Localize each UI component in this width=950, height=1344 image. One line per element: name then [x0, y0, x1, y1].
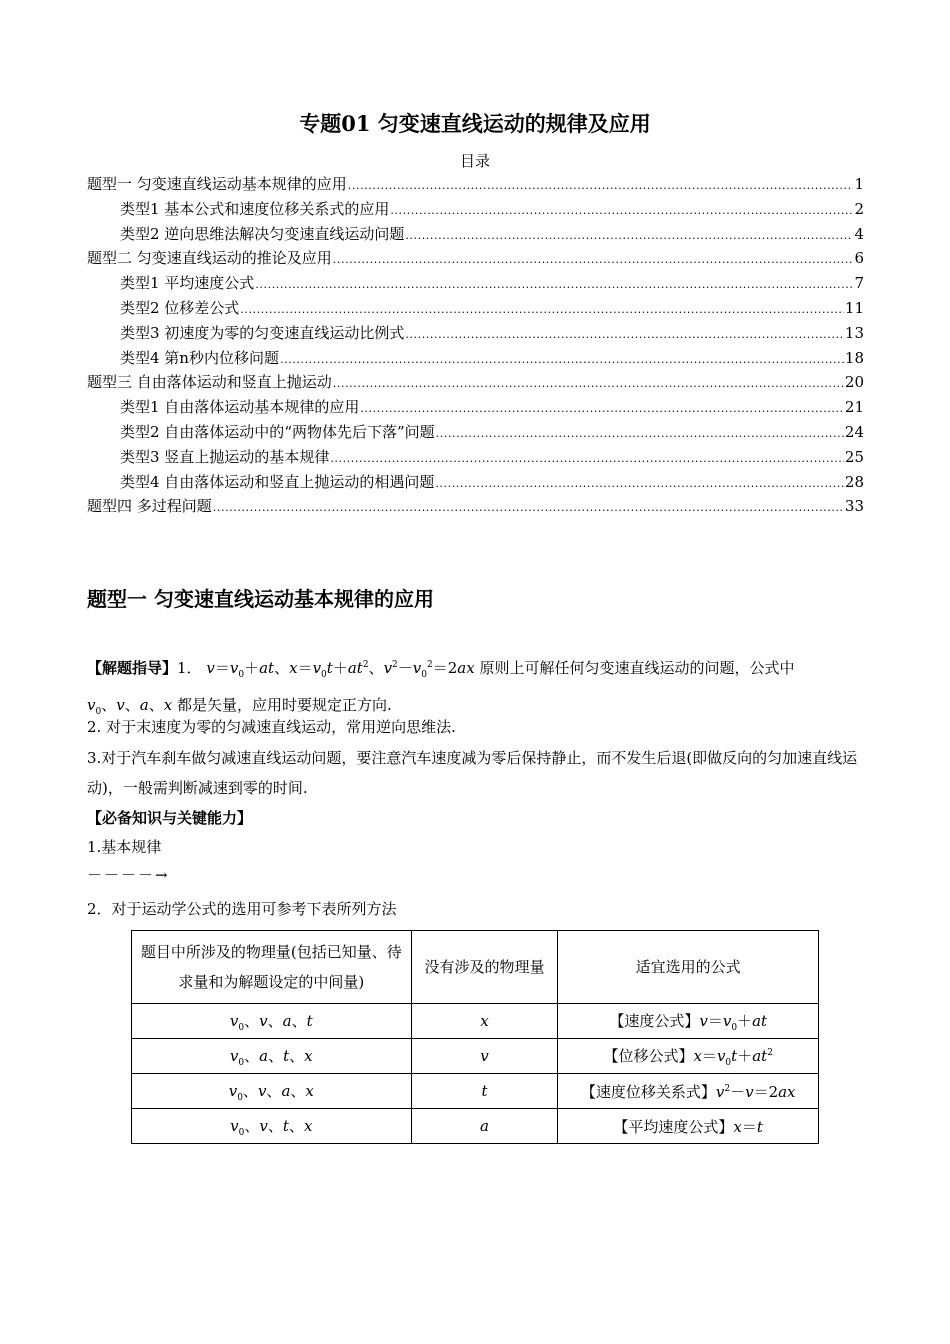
- guide-p1-vectors-tail: 都是矢量，应用时要规定正方向.: [176, 696, 392, 714]
- toc-page: 25: [844, 447, 864, 466]
- formula-cell: 【速度公式】$v=v_0+at$: [558, 1004, 819, 1039]
- formula-label: 【速度公式】: [609, 1011, 700, 1030]
- formula-label: 【速度位移关系式】: [580, 1082, 716, 1101]
- involved-quantities-cell: $v_0$、a、t、x: [132, 1039, 412, 1074]
- missing-quantity-cell: a: [411, 1109, 558, 1144]
- guide-p1-tail: 原则上可解任何匀变速直线运动的问题，公式中: [479, 659, 795, 677]
- guide-p1-num: 1．: [177, 659, 202, 677]
- toc-label: 类型4 第n秒内位移问题: [120, 348, 279, 367]
- involved-quantities-cell: $v_0$、v、a、x: [132, 1074, 412, 1109]
- toc-leader: [330, 448, 844, 466]
- toc-leader: [348, 175, 854, 193]
- toc-page: 6: [854, 249, 864, 268]
- table-header-cell: 题目中所涉及的物理量(包括已知量、待求量和为解题设定的中间量): [132, 931, 412, 1004]
- page-title: 专题01 匀变速直线运动的规律及应用: [299, 111, 651, 136]
- toc-entry[interactable]: [87, 247, 864, 272]
- toc-entry[interactable]: [87, 495, 864, 520]
- toc-heading: 目录: [459, 152, 490, 170]
- toc-label: 类型2 自由落体运动中的“两物体先后下落”问题: [120, 422, 435, 441]
- table-header-cell: 没有涉及的物理量: [411, 931, 558, 1004]
- toc-entry[interactable]: [87, 272, 864, 297]
- toc-page: 21: [844, 398, 864, 417]
- guide-paragraph-3: 3.对于汽车刹车做匀减速直线运动问题，要注意汽车速度减为零后保持静止，而不发生后退(即做反向的匀加速直线运动)，一般需判断减速到零的时间.: [87, 749, 858, 797]
- toc-label: 类型4 自由落体运动和竖直上抛运动的相遇问题: [120, 472, 435, 491]
- table-header-cell: 适宜选用的公式: [558, 931, 819, 1004]
- toc-leader: [255, 274, 853, 292]
- toc-label: 题型四 多过程问题: [87, 497, 212, 516]
- table-of-contents: [87, 173, 864, 520]
- toc-page: 20: [844, 373, 864, 392]
- toc-entry[interactable]: [87, 396, 864, 421]
- toc-label: 题型二 匀变速直线运动的推论及应用: [87, 249, 332, 268]
- toc-entry[interactable]: [87, 446, 864, 471]
- toc-page: 4: [854, 224, 864, 243]
- knowledge-label: 【必备知识与关键能力】: [87, 809, 253, 827]
- toc-leader: [280, 349, 844, 367]
- toc-leader: [405, 324, 844, 342]
- missing-quantity-cell: t: [411, 1074, 558, 1109]
- table-intro: 2．对于运动学公式的选用可参考下表所列方法: [87, 900, 397, 918]
- toc-page: 2: [854, 199, 864, 218]
- table-row: [132, 1004, 819, 1039]
- toc-page: 1: [854, 175, 864, 193]
- toc-label: 类型3 初速度为零的匀变速直线运动比例式: [120, 323, 405, 342]
- involved-quantities-cell: $v_0$、v、a、t: [132, 1004, 412, 1039]
- toc-page: 18: [844, 348, 864, 367]
- table-row: [132, 1074, 819, 1109]
- formula-cell: 【位移公式】$x=v_0t+at^2$: [558, 1039, 819, 1074]
- toc-leader: [405, 225, 853, 243]
- toc-entry[interactable]: [87, 421, 864, 446]
- section-title: 题型一 匀变速直线运动基本规律的应用: [87, 587, 434, 611]
- kinematics-formula-table: [131, 930, 819, 1144]
- table-row: [132, 1109, 819, 1144]
- formula-label: 【位移公式】: [603, 1046, 694, 1065]
- toc-label: 类型2 位移差公式: [120, 298, 240, 317]
- arrow-placeholder: －－－－→: [87, 866, 170, 884]
- toc-page: 24: [844, 422, 864, 441]
- guide-paragraph-2: 2. 对于末速度为零的匀减速直线运动，常用逆向思维法.: [87, 718, 456, 736]
- toc-label: 类型2 逆向思维法解决匀变速直线运动问题: [120, 224, 405, 243]
- toc-leader: [390, 200, 853, 218]
- toc-entry[interactable]: [87, 297, 864, 322]
- vector-list: $v_0$、v、a、x: [87, 696, 173, 717]
- basic-law-heading: 1.基本规律: [87, 838, 162, 856]
- toc-entry[interactable]: [87, 173, 864, 198]
- toc-entry[interactable]: [87, 347, 864, 372]
- toc-label: 题型三 自由落体运动和竖直上抛运动: [87, 373, 332, 392]
- toc-leader: [333, 249, 854, 267]
- toc-leader: [360, 398, 844, 416]
- toc-entry[interactable]: [87, 198, 864, 223]
- toc-label: 类型3 竖直上抛运动的基本规律: [120, 447, 330, 466]
- formula-label: 【平均速度公式】: [613, 1117, 734, 1136]
- toc-leader: [333, 373, 844, 391]
- toc-leader: [240, 299, 844, 317]
- toc-page: 7: [854, 274, 864, 293]
- toc-label: 题型一 匀变速直线运动基本规律的应用: [87, 175, 347, 193]
- missing-quantity-cell: x: [411, 1004, 558, 1039]
- toc-leader: [436, 423, 844, 441]
- toc-page: 13: [844, 323, 864, 342]
- missing-quantity-cell: v: [411, 1039, 558, 1074]
- toc-entry[interactable]: [87, 322, 864, 347]
- toc-entry[interactable]: [87, 223, 864, 248]
- involved-quantities-cell: $v_0$、v、t、x: [132, 1109, 412, 1144]
- formula-set: $v=v_0+at$、$x=v_0t+at^2$、$v^2-v_0^2=2ax$: [206, 659, 475, 680]
- toc-page: 28: [844, 472, 864, 491]
- toc-page: 11: [844, 298, 864, 317]
- table-header-row: [132, 931, 819, 1004]
- formula-cell: 【速度位移关系式】$v^2-v=2ax$: [558, 1074, 819, 1109]
- formula-cell: 【平均速度公式】x＝t: [558, 1109, 819, 1144]
- toc-label: 类型1 平均速度公式: [120, 274, 255, 293]
- toc-entry[interactable]: [87, 471, 864, 496]
- table-row: [132, 1039, 819, 1074]
- toc-label: 类型1 自由落体运动基本规律的应用: [120, 398, 360, 417]
- toc-leader: [435, 473, 844, 491]
- guide-label: 【解题指导】: [87, 659, 178, 677]
- toc-page: 33: [844, 497, 864, 516]
- toc-entry[interactable]: [87, 371, 864, 396]
- toc-label: 类型1 基本公式和速度位移关系式的应用: [120, 199, 390, 218]
- toc-leader: [213, 497, 844, 515]
